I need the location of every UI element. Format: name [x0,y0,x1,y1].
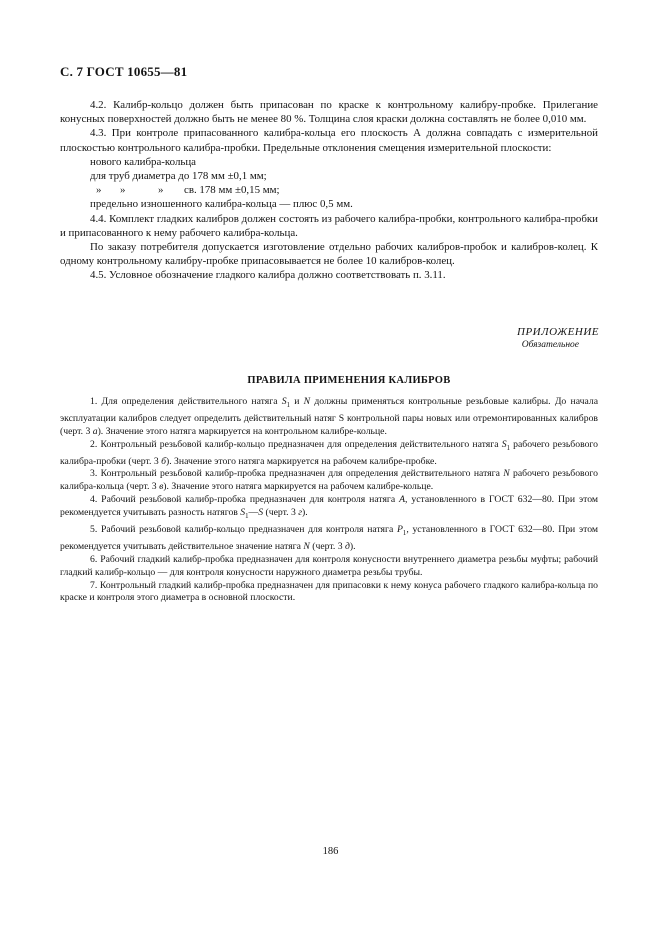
rule-text: и [289,396,304,407]
rule-text: 2. Контрольный резьбовой калибр-кольцо предназначен для определения действительного натяга [90,438,502,450]
ditto-mark: » [120,184,126,197]
math-var: P [397,523,403,535]
rule-text: ). Значение этого натяга маркируется на рабочем калибре-кольце. [163,481,434,493]
rule-text: ). Значение этого натяга маркируется на контрольном калибре-кольце. [97,425,387,437]
rule-2 [60,439,598,469]
appendix-label [517,326,599,350]
rule-text: ). Значение этого натяга маркируется на рабочем калибре-пробке. [165,455,437,467]
paragraph-order: По заказу потребителя допускается изготовление отдельно рабочих калибров-пробок и калибров-колец. К одному контрольному калибру-пробке припасовывается не более 10 калибров-колец. [60,241,598,268]
math-var: N [503,468,510,480]
rule-text: , установленного в ГОСТ 632—80. При этом рекомендуется учитывать разность натягов [60,494,598,519]
rule-text: — [248,507,259,519]
paragraph-4-4: 4.4. Комплект гладких калибров должен состоять из рабочего калибра-пробки, контрольного калибра-пробки и припасованного к нему рабочего калибра-кольца. [60,212,598,239]
appendix-heading: ПРАВИЛА ПРИМЕНЕНИЯ КАЛИБРОВ [247,375,451,386]
gauge-rules [60,396,598,605]
rule-text: 5. Рабочий резьбовой калибр-кольцо предназначен для контроля натяга [90,523,397,535]
appendix-title: ПРИЛОЖЕНИЕ [517,326,599,338]
paragraph-4-3: 4.3. При контроле припасованного калибра-кольца его плоскость А должна совпадать с измерительной плоскостью контрольного калибра-пробки. Предельные отклонения смещения измерительной плоскости: [60,127,598,154]
page-header: С. 7 ГОСТ 10655—81 [60,64,188,79]
rule-text: , установленного в ГОСТ 632—80. При этом рекомендуется учитывать действительное значение натяга [60,523,599,552]
tolerance-over-178-text: св. 178 мм ±0,15 мм; [184,184,280,197]
rule-text: ). [302,507,308,519]
section-4-text [60,98,598,283]
rule-4 [60,494,598,524]
drawing-ref: б [161,455,166,467]
math-var: A [399,494,406,506]
drawing-ref: а [92,425,98,437]
tolerance-over-178 [60,183,598,197]
rule-5 [60,524,598,554]
math-var: N [303,540,310,552]
math-var: S [501,438,507,450]
rule-text: (черт. 3 [309,540,345,552]
math-sub: 1 [506,444,510,452]
paragraph-4-5: 4.5. Условное обозначение гладкого калибра должно соответствовать п. 3.11. [90,269,446,282]
math-sub: 1 [286,401,290,409]
paragraph-4-2: 4.2. Калибр-кольцо должен быть припасован по краске к контрольному калибру-пробке. Прилегание конусных поверхностей должно быть не менее 80 %. Толщина слоя краски должна составлять не более 0,010 мм. [60,99,598,126]
ditto-mark: » [96,184,102,197]
ditto-mark: » [158,184,164,197]
tolerance-up-to-178: для труб диаметра до 178 мм ±0,1 мм; [90,170,267,183]
math-var: S [281,396,287,407]
rule-1 [60,396,598,439]
math-var: S [240,507,246,519]
tolerance-worn-ring: предельно изношенного калибра-кольца — плюс 0,5 мм. [90,198,353,211]
rule-3 [60,468,598,494]
rule-text: (черт. 3 [263,507,299,519]
drawing-ref: д [344,540,350,552]
rule-6: 6. Рабочий гладкий калибр-пробка предназначен для контроля конусности внутреннего диаметра резьбы муфты; рабочий гладкий калибр-кольцо — для контроля конусности наружного диаметра резьбы трубы. [60,553,598,578]
math-sub: 1 [402,529,407,537]
rule-text: 1. Для определения действительного натяга [90,396,282,407]
page-number: 186 [322,846,339,857]
math-sub: 1 [245,513,249,521]
rule-text: 3. Контрольный резьбовой калибр-пробка предназначен для определения действительного натяга [90,468,504,480]
appendix-subtitle: Обязательное [521,340,579,350]
rule-text: рабочего резьбового калибра-кольца (черт. 3 [60,468,598,493]
rule-text: 4. Рабочий резьбовой калибр-пробка предназначен для контроля натяга [90,494,400,506]
drawing-ref: г [298,507,302,519]
rule-text: ). [349,540,356,552]
drawing-ref: в [159,481,164,493]
rule-text: рабочего резьбового калибра-пробки (черт. 3 [60,438,598,467]
rule-7: 7. Контрольный гладкий калибр-пробка предназначен для припасовки к нему конуса рабочего гладкого калибра-кольца по краске и контроля этого диаметра в основной плоскости. [60,579,598,604]
tolerance-new-ring: нового калибра-кольца [90,155,197,168]
rule-text: должны применяться контрольные резьбовые калибры. До начала эксплуатации калибров следует определить действительный натяг S контрольной пары новых или отремонтированных калибров (черт. 3 [60,396,599,437]
math-var: S [258,507,264,519]
math-var: N [303,396,311,407]
